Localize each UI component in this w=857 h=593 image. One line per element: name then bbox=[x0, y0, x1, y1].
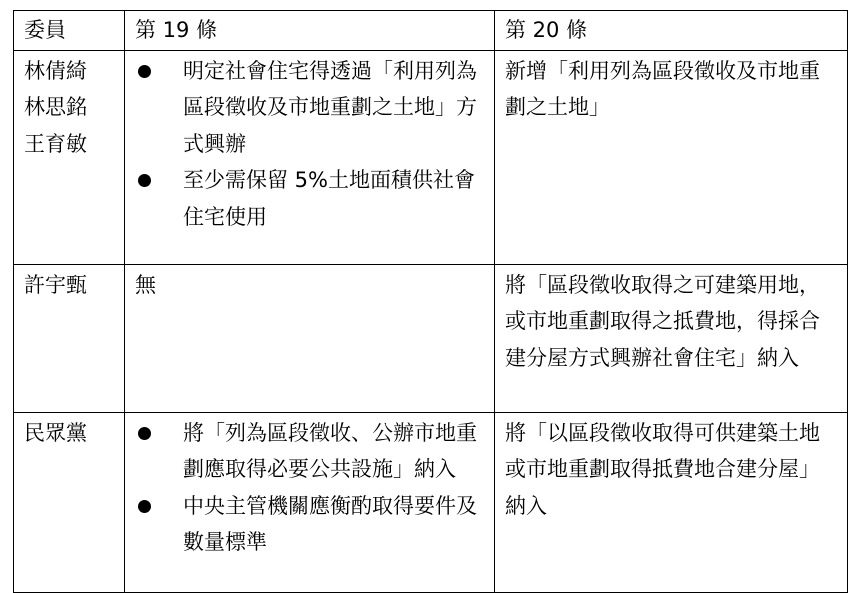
bullet-list bbox=[135, 53, 484, 236]
cell-text: 新增「利用列為區段徵收及市地重劃之土地」 bbox=[505, 58, 820, 119]
header-members: 委員 bbox=[14, 11, 125, 51]
article-19-cell bbox=[125, 412, 495, 592]
table-row bbox=[14, 264, 848, 412]
article-19-cell bbox=[125, 50, 495, 264]
bill-comparison-table bbox=[13, 10, 848, 593]
header-article-19: 第 19 條 bbox=[125, 11, 495, 51]
table-row bbox=[14, 412, 848, 592]
members-cell bbox=[14, 412, 125, 592]
member-name: 民眾黨 bbox=[24, 420, 87, 445]
member-name: 許宇甄 bbox=[24, 272, 87, 297]
members-cell bbox=[14, 264, 125, 412]
list-item bbox=[135, 415, 484, 488]
bullet-icon bbox=[138, 500, 151, 513]
list-item-text: 中央主管機關應衡酌取得要件及數量標準 bbox=[183, 493, 477, 554]
list-item bbox=[135, 53, 484, 163]
article-20-cell bbox=[495, 50, 848, 264]
member-name: 王育敏 bbox=[24, 131, 87, 156]
member-name: 林思銘 bbox=[24, 95, 87, 119]
bullet-icon bbox=[138, 65, 151, 78]
header-row bbox=[14, 11, 848, 51]
member-name: 林倩綺 bbox=[24, 58, 87, 83]
list-item-text: 至少需保留 5%土地面積供社會住宅使用 bbox=[183, 168, 475, 229]
cell-text: 將「區段徵收取得之可建築用地，或市地重劃取得之抵費地，得採合建分屋方式興辦社會住宅」納入 bbox=[505, 272, 820, 370]
header-article-20: 第 20 條 bbox=[495, 11, 848, 51]
article-20-cell bbox=[495, 412, 848, 592]
article-20-cell bbox=[495, 264, 848, 412]
cell-text: 無 bbox=[135, 272, 156, 297]
article-19-cell bbox=[125, 264, 495, 412]
list-item-text: 明定社會住宅得透過「利用列為區段徵收及市地重劃之土地」方式興辦 bbox=[183, 58, 477, 156]
cell-text: 將「以區段徵收取得可供建築土地或市地重劃取得抵費地合建分屋」納入 bbox=[505, 420, 820, 518]
list-item bbox=[135, 488, 484, 561]
list-item-text: 將「列為區段徵收、公辦市地重劃應取得必要公共設施」納入 bbox=[183, 420, 477, 481]
members-cell bbox=[14, 50, 125, 264]
list-item bbox=[135, 162, 484, 235]
table-row bbox=[14, 50, 848, 264]
bullet-list bbox=[135, 415, 484, 561]
bullet-icon bbox=[138, 174, 151, 187]
bullet-icon bbox=[138, 427, 151, 440]
